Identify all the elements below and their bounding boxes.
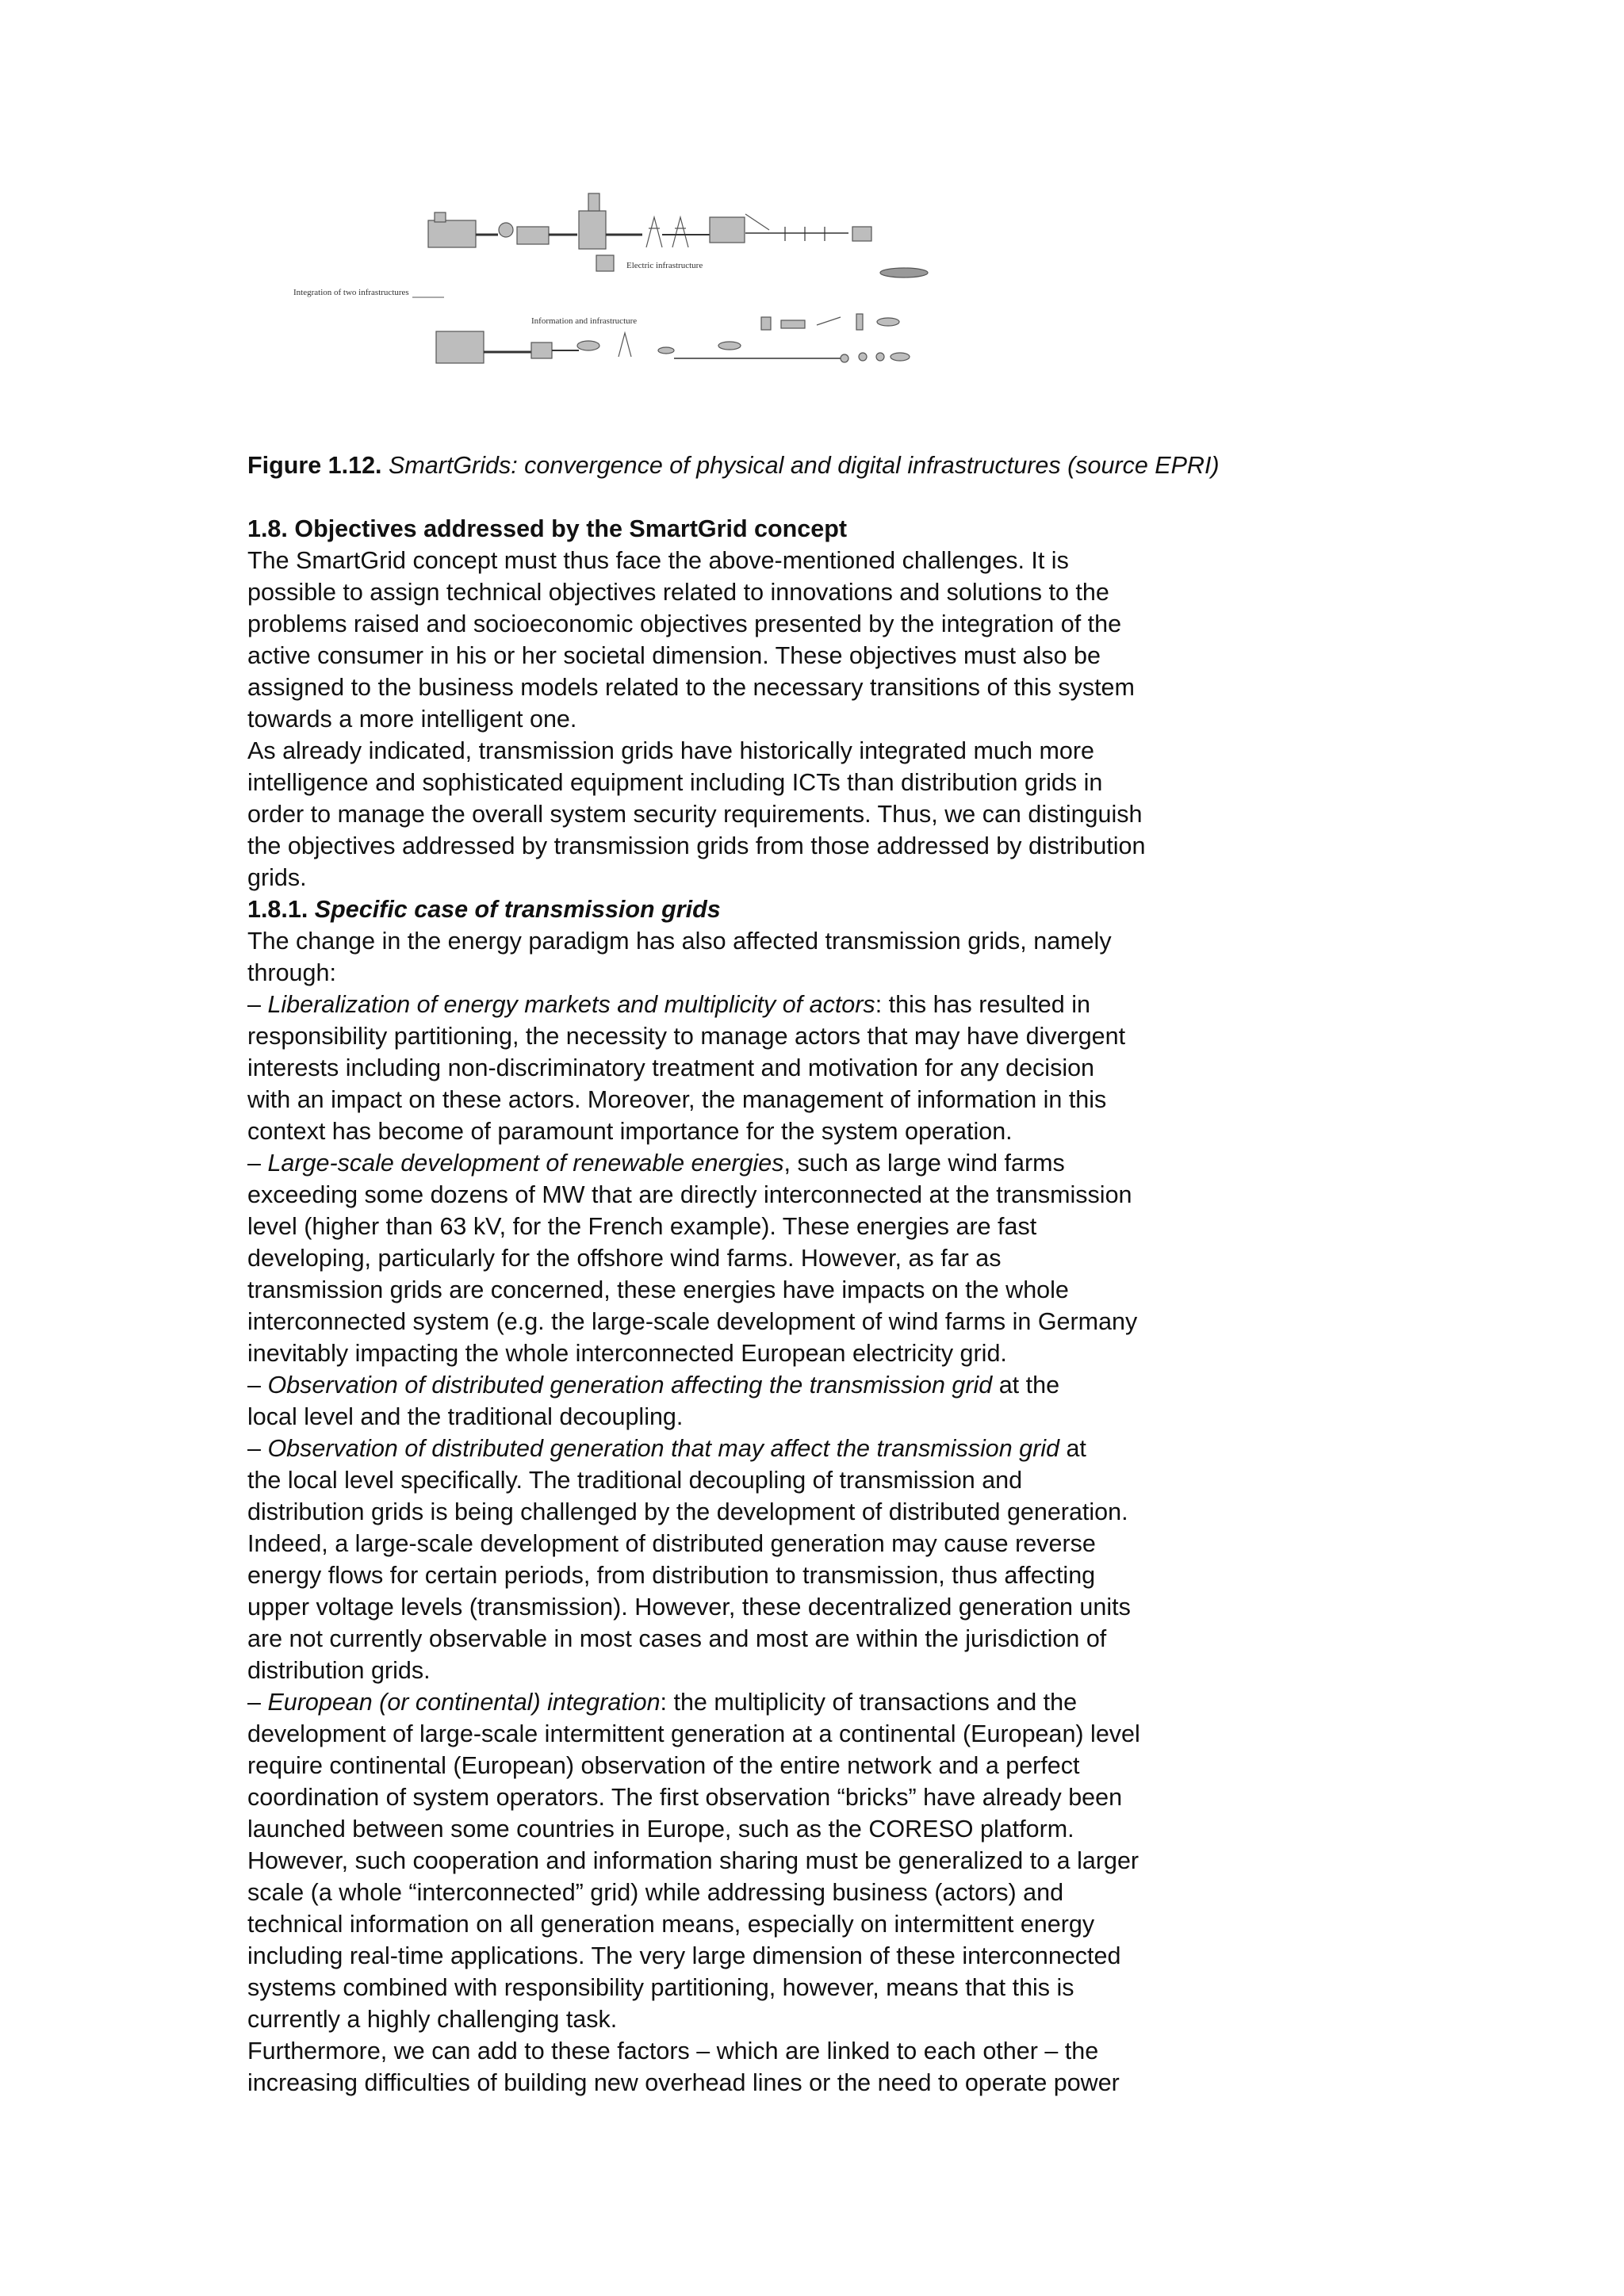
paragraph-line: launched between some countries in Europe, such as the CORESO platform. <box>247 1816 1074 1843</box>
sensor-icon <box>841 354 848 362</box>
paragraph-line: coordination of system operators. The first observation “bricks” have already been <box>247 1784 1123 1811</box>
paragraph-line: As already indicated, transmission grids have historically integrated much more <box>247 737 1094 764</box>
list-dash: – <box>247 991 268 1018</box>
list-item-lead <box>247 1686 1389 1718</box>
paragraph-line: including real-time applications. The very large dimension of these interconnected <box>247 1942 1121 1969</box>
house-icon <box>710 217 745 243</box>
paragraph-line: exceeding some dozens of MW that are directly interconnected at the transmission <box>247 1181 1132 1208</box>
list-item-text: , such as large wind farms <box>783 1150 1065 1177</box>
figure-caption-text: SmartGrids: convergence of physical and digital infrastructures (source EPRI) <box>381 452 1220 479</box>
list-item-text: at <box>1059 1435 1086 1462</box>
server-icon <box>531 342 552 358</box>
link-icon <box>817 317 841 325</box>
paragraph-line: responsibility partitioning, the necessity to manage actors that may have divergent <box>247 1023 1126 1050</box>
device-icon <box>781 320 805 328</box>
paragraph-line: scale (a whole “interconnected” grid) while addressing business (actors) and <box>247 1879 1064 1906</box>
paragraph-line: distribution grids. <box>247 1657 431 1684</box>
list-item-term: Large-scale development of renewable energies <box>267 1150 784 1177</box>
list-item-lead <box>247 989 1389 1020</box>
paragraph-line: level (higher than 63 kV, for the French example). These energies are fast <box>247 1213 1037 1240</box>
device-icon <box>761 317 771 330</box>
sensor-icon <box>859 353 867 361</box>
subsection-heading <box>247 894 1389 925</box>
integration-label: Integration of two infrastructures <box>293 288 409 297</box>
list-item-text: : the multiplicity of transactions and the <box>660 1689 1078 1716</box>
subsection-title: Specific case of transmission grids <box>314 896 721 923</box>
list-dash: – <box>247 1372 268 1399</box>
paragraph-line: However, such cooperation and information sharing must be generalized to a larger <box>247 1847 1139 1874</box>
device-icon <box>856 314 863 330</box>
paragraph-line: problems raised and socioeconomic objectives presented by the integration of the <box>247 610 1122 637</box>
list-item-term: European (or continental) integration <box>267 1689 661 1716</box>
paragraph-line: interconnected system (e.g. the large-scale development of wind farms in Germany <box>247 1308 1138 1335</box>
paragraph-line: with an impact on these actors. Moreover, the management of information in this <box>247 1086 1107 1113</box>
paragraph-line: distribution grids is being challenged by the development of distributed generation. <box>247 1498 1128 1525</box>
list-dash: – <box>247 1435 268 1462</box>
sensor-icon <box>891 353 910 361</box>
router-icon <box>577 341 599 350</box>
paragraph-line: assigned to the business models related to the necessary transitions of this system <box>247 674 1135 701</box>
paragraph-line: possible to assign technical objectives related to innovations and solutions to the <box>247 579 1109 606</box>
paragraph-line: context has become of paramount importance for the system operation. <box>247 1118 1013 1145</box>
list-item-term: Observation of distributed generation affecting the transmission grid <box>267 1372 993 1399</box>
electric-infrastructure-label: Electric infrastructure <box>626 261 703 270</box>
paragraph-line: Indeed, a large-scale development of distributed generation may cause reverse <box>247 1530 1096 1557</box>
paragraph-line: currently a highly challenging task. <box>247 2006 618 2033</box>
figure-caption <box>247 450 1389 481</box>
paragraph-line: technical information on all generation means, especially on intermittent energy <box>247 1911 1095 1938</box>
network-node-icon <box>718 342 741 350</box>
paragraph-line: the local level specifically. The traditional decoupling of transmission and <box>247 1467 1023 1494</box>
paragraph-line: active consumer in his or her societal dimension. These objectives must also be <box>247 642 1101 669</box>
paragraph-line: development of large-scale intermittent generation at a continental (European) level <box>247 1720 1140 1747</box>
list-item-term: Liberalization of energy markets and multiplicity of actors <box>267 991 875 1018</box>
pylon-icon <box>646 217 662 247</box>
wind-turbine-icon <box>745 214 769 230</box>
paragraph-line: require continental (European) observation of the entire network and a perfect <box>247 1752 1080 1779</box>
tower-top-icon <box>588 193 599 211</box>
paragraph-line: upper voltage levels (transmission). However, these decentralized generation units <box>247 1594 1131 1621</box>
list-item-lead <box>247 1369 1389 1401</box>
substation-icon <box>517 227 549 244</box>
information-infrastructure-label: Information and infrastructure <box>531 316 638 326</box>
paragraph-line: increasing difficulties of building new overhead lines or the need to operate power <box>247 2069 1120 2096</box>
person-icon <box>596 255 614 271</box>
building-icon <box>579 211 606 249</box>
power-plant-icon <box>428 220 476 247</box>
paragraph-line: towards a more intelligent one. <box>247 706 577 733</box>
paragraph-line: energy flows for certain periods, from distribution to transmission, thus affecting <box>247 1562 1096 1589</box>
cloud-icon <box>880 268 928 277</box>
meter-icon <box>852 227 871 241</box>
paragraph-line: developing, particularly for the offshore wind farms. However, as far as <box>247 1245 1002 1272</box>
chimney-icon <box>435 212 446 222</box>
antenna-icon <box>619 333 631 357</box>
list-dash: – <box>247 1689 268 1716</box>
paragraph-line: interests including non-discriminatory treatment and motivation for any decision <box>247 1054 1095 1081</box>
cloud-icon <box>877 318 899 326</box>
paragraph-line: the objectives addressed by transmission grids from those addressed by distribution <box>247 832 1146 859</box>
paragraph-line: systems combined with responsibility partitioning, however, means that this is <box>247 1974 1074 2001</box>
paragraph-line: grids. <box>247 864 307 891</box>
subsection-number: 1.8.1. <box>247 896 315 923</box>
paragraph-line: The change in the energy paradigm has also affected transmission grids, namely <box>247 928 1112 955</box>
sensor-icon <box>876 353 884 361</box>
list-item-lead <box>247 1433 1389 1464</box>
paragraph-line: local level and the traditional decoupling. <box>247 1403 684 1430</box>
list-item-text: : this has resulted in <box>875 991 1090 1018</box>
list-item-lead <box>247 1147 1389 1179</box>
list-item-term: Observation of distributed generation that may affect the transmission grid <box>267 1435 1059 1462</box>
paragraph-line: inevitably impacting the whole interconnected European electricity grid. <box>247 1340 1007 1367</box>
document-body <box>247 450 1389 2099</box>
information-infrastructure-row <box>436 314 910 363</box>
figure-illustration <box>293 182 1007 388</box>
paragraph-line: are not currently observable in most cases and most are within the jurisdiction of <box>247 1625 1107 1652</box>
paragraph-line: Furthermore, we can add to these factors – which are linked to each other – the <box>247 2038 1099 2064</box>
pylon-icon <box>672 217 688 247</box>
figure-caption-label: Figure 1.12. <box>247 452 382 479</box>
transformer-icon <box>499 223 513 237</box>
paragraph-line: through: <box>247 959 336 986</box>
paragraph-line: intelligence and sophisticated equipment including ICTs than distribution grids in <box>247 769 1103 796</box>
section-heading: 1.8. Objectives addressed by the SmartGrid concept <box>247 515 847 542</box>
paragraph-line: The SmartGrid concept must thus face the above-mentioned challenges. It is <box>247 547 1069 574</box>
paragraph-line: order to manage the overall system security requirements. Thus, we can distinguish <box>247 801 1143 828</box>
figure-smartgrids-convergence <box>293 182 1007 388</box>
network-node-icon <box>658 347 674 354</box>
paragraph-line: transmission grids are concerned, these energies have impacts on the whole <box>247 1276 1069 1303</box>
data-center-icon <box>436 331 484 363</box>
list-dash: – <box>247 1150 268 1177</box>
list-item-text: at the <box>992 1372 1060 1399</box>
